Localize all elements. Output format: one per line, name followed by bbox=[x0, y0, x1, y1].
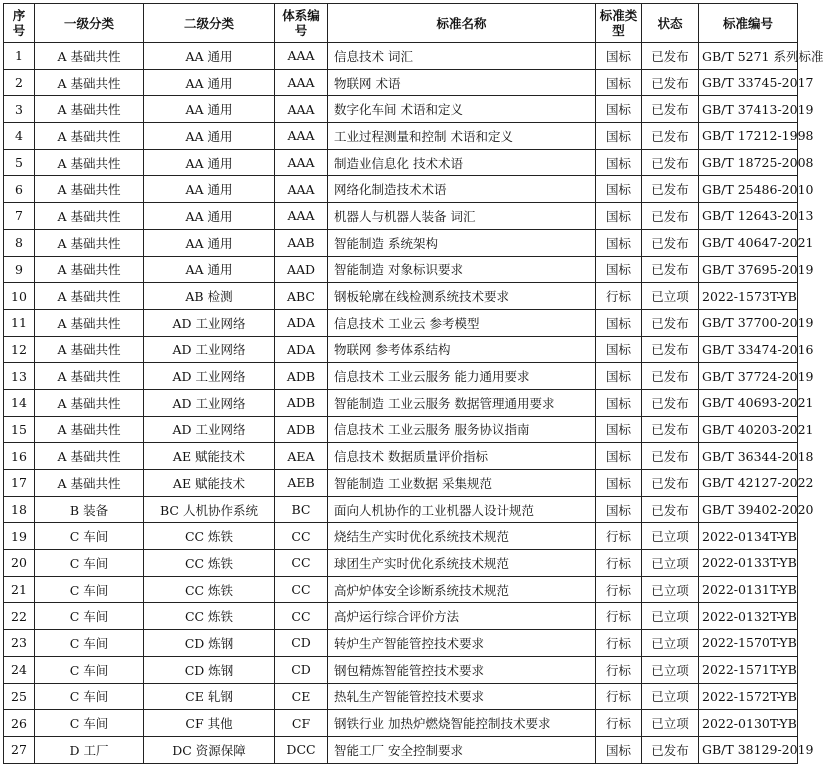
cell-code: CC bbox=[275, 523, 328, 550]
cell-name: 烧结生产实时优化系统技术规范 bbox=[328, 523, 596, 550]
cell-name: 信息技术 工业云服务 能力通用要求 bbox=[328, 363, 596, 390]
cell-number: 2022-0131T-YB bbox=[699, 576, 798, 603]
cell-number: GB/T 37700-2019 bbox=[699, 309, 798, 336]
cell-number: 2022-0132T-YB bbox=[699, 603, 798, 630]
cell-level1: A 基础共性 bbox=[35, 283, 144, 310]
cell-number: GB/T 40203-2021 bbox=[699, 416, 798, 443]
cell-seq: 15 bbox=[4, 416, 35, 443]
cell-level1: C 车间 bbox=[35, 576, 144, 603]
cell-level1: A 基础共性 bbox=[35, 96, 144, 123]
table-row bbox=[4, 256, 798, 283]
cell-code: AAA bbox=[275, 203, 328, 230]
cell-code: DCC bbox=[275, 736, 328, 763]
cell-number: GB/T 37695-2019 bbox=[699, 256, 798, 283]
header-code: 体系编号 bbox=[275, 4, 328, 43]
cell-name: 智能工厂 安全控制要求 bbox=[328, 736, 596, 763]
cell-name: 信息技术 工业云 参考模型 bbox=[328, 309, 596, 336]
cell-level2: AD 工业网络 bbox=[144, 389, 275, 416]
cell-type: 国标 bbox=[596, 736, 642, 763]
cell-number: GB/T 37724-2019 bbox=[699, 363, 798, 390]
cell-level1: C 车间 bbox=[35, 710, 144, 737]
cell-seq: 27 bbox=[4, 736, 35, 763]
cell-seq: 13 bbox=[4, 363, 35, 390]
cell-number: 2022-1573T-YB bbox=[699, 283, 798, 310]
header-row bbox=[4, 4, 798, 43]
cell-status: 已发布 bbox=[642, 203, 699, 230]
cell-code: CF bbox=[275, 710, 328, 737]
cell-level1: A 基础共性 bbox=[35, 363, 144, 390]
cell-level1: A 基础共性 bbox=[35, 470, 144, 497]
cell-seq: 10 bbox=[4, 283, 35, 310]
cell-status: 已立项 bbox=[642, 630, 699, 657]
cell-level2: AA 通用 bbox=[144, 43, 275, 70]
cell-name: 数字化车间 术语和定义 bbox=[328, 96, 596, 123]
cell-number: GB/T 17212-1998 bbox=[699, 123, 798, 150]
cell-type: 国标 bbox=[596, 336, 642, 363]
cell-status: 已发布 bbox=[642, 69, 699, 96]
cell-code: ADA bbox=[275, 309, 328, 336]
cell-type: 行标 bbox=[596, 630, 642, 657]
table-row bbox=[4, 470, 798, 497]
table-row bbox=[4, 710, 798, 737]
cell-seq: 4 bbox=[4, 123, 35, 150]
table-row bbox=[4, 550, 798, 577]
header-level2: 二级分类 bbox=[144, 4, 275, 43]
cell-level2: AA 通用 bbox=[144, 149, 275, 176]
cell-type: 国标 bbox=[596, 229, 642, 256]
cell-status: 已发布 bbox=[642, 736, 699, 763]
cell-level2: CC 炼铁 bbox=[144, 603, 275, 630]
cell-code: CC bbox=[275, 576, 328, 603]
cell-type: 国标 bbox=[596, 443, 642, 470]
header-name: 标准名称 bbox=[328, 4, 596, 43]
cell-level1: C 车间 bbox=[35, 550, 144, 577]
cell-level2: AD 工业网络 bbox=[144, 363, 275, 390]
cell-seq: 20 bbox=[4, 550, 35, 577]
cell-name: 机器人与机器人装备 词汇 bbox=[328, 203, 596, 230]
cell-type: 国标 bbox=[596, 149, 642, 176]
cell-name: 钢铁行业 加热炉燃烧智能控制技术要求 bbox=[328, 710, 596, 737]
table-row bbox=[4, 69, 798, 96]
cell-code: AAA bbox=[275, 123, 328, 150]
cell-code: AAA bbox=[275, 43, 328, 70]
cell-type: 国标 bbox=[596, 69, 642, 96]
cell-type: 国标 bbox=[596, 496, 642, 523]
cell-status: 已发布 bbox=[642, 123, 699, 150]
cell-seq: 16 bbox=[4, 443, 35, 470]
cell-seq: 21 bbox=[4, 576, 35, 603]
cell-seq: 2 bbox=[4, 69, 35, 96]
cell-number: GB/T 18725-2008 bbox=[699, 149, 798, 176]
cell-type: 行标 bbox=[596, 710, 642, 737]
cell-level1: C 车间 bbox=[35, 523, 144, 550]
cell-code: BC bbox=[275, 496, 328, 523]
standards-table bbox=[3, 3, 823, 764]
table-row bbox=[4, 123, 798, 150]
cell-code: AEA bbox=[275, 443, 328, 470]
cell-seq: 26 bbox=[4, 710, 35, 737]
table-body bbox=[4, 43, 823, 764]
cell-name: 智能制造 工业云服务 数据管理通用要求 bbox=[328, 389, 596, 416]
table-row bbox=[4, 283, 798, 310]
cell-code: CD bbox=[275, 656, 328, 683]
cell-code: ADB bbox=[275, 363, 328, 390]
cell-code: CE bbox=[275, 683, 328, 710]
cell-status: 已立项 bbox=[642, 683, 699, 710]
cell-level1: A 基础共性 bbox=[35, 149, 144, 176]
cell-type: 国标 bbox=[596, 96, 642, 123]
cell-status: 已发布 bbox=[642, 229, 699, 256]
cell-number: 2022-0130T-YB bbox=[699, 710, 798, 737]
cell-seq: 3 bbox=[4, 96, 35, 123]
cell-level2: AD 工业网络 bbox=[144, 336, 275, 363]
cell-type: 行标 bbox=[596, 656, 642, 683]
cell-number: GB/T 40647-2021 bbox=[699, 229, 798, 256]
cell-level2: AA 通用 bbox=[144, 203, 275, 230]
table-row bbox=[4, 43, 798, 70]
cell-status: 已发布 bbox=[642, 43, 699, 70]
cell-number: GB/T 5271 系列标准 bbox=[699, 43, 798, 70]
cell-type: 国标 bbox=[596, 363, 642, 390]
table-row bbox=[4, 229, 798, 256]
cell-seq: 19 bbox=[4, 523, 35, 550]
cell-level2: AA 通用 bbox=[144, 176, 275, 203]
cell-name: 物联网 术语 bbox=[328, 69, 596, 96]
cell-level1: A 基础共性 bbox=[35, 176, 144, 203]
header-type: 标准类型 bbox=[596, 4, 642, 43]
cell-level1: C 车间 bbox=[35, 656, 144, 683]
cell-number: GB/T 33745-2017 bbox=[699, 69, 798, 96]
cell-seq: 8 bbox=[4, 229, 35, 256]
cell-type: 国标 bbox=[596, 309, 642, 336]
cell-type: 行标 bbox=[596, 683, 642, 710]
cell-status: 已发布 bbox=[642, 256, 699, 283]
cell-name: 钢包精炼智能管控技术要求 bbox=[328, 656, 596, 683]
cell-status: 已发布 bbox=[642, 443, 699, 470]
cell-name: 高炉运行综合评价方法 bbox=[328, 603, 596, 630]
table-row bbox=[4, 176, 798, 203]
cell-level2: AD 工业网络 bbox=[144, 309, 275, 336]
cell-level2: AB 检测 bbox=[144, 283, 275, 310]
cell-number: 2022-0134T-YB bbox=[699, 523, 798, 550]
cell-code: CC bbox=[275, 550, 328, 577]
cell-type: 行标 bbox=[596, 576, 642, 603]
cell-status: 已发布 bbox=[642, 496, 699, 523]
cell-number: GB/T 37413-2019 bbox=[699, 96, 798, 123]
cell-level1: A 基础共性 bbox=[35, 256, 144, 283]
table-row bbox=[4, 416, 798, 443]
cell-number: 2022-1571T-YB bbox=[699, 656, 798, 683]
cell-level2: DC 资源保障 bbox=[144, 736, 275, 763]
cell-type: 行标 bbox=[596, 523, 642, 550]
cell-level1: A 基础共性 bbox=[35, 43, 144, 70]
cell-status: 已发布 bbox=[642, 96, 699, 123]
cell-type: 行标 bbox=[596, 603, 642, 630]
cell-number: 2022-1572T-YB bbox=[699, 683, 798, 710]
cell-number: GB/T 39402-2020 bbox=[699, 496, 798, 523]
cell-number: GB/T 40693-2021 bbox=[699, 389, 798, 416]
cell-code: ADB bbox=[275, 389, 328, 416]
table-row bbox=[4, 336, 798, 363]
cell-number: 2022-1570T-YB bbox=[699, 630, 798, 657]
cell-type: 国标 bbox=[596, 470, 642, 497]
cell-level1: A 基础共性 bbox=[35, 69, 144, 96]
cell-level2: CD 炼钢 bbox=[144, 630, 275, 657]
cell-type: 国标 bbox=[596, 123, 642, 150]
cell-name: 热轧生产智能管控技术要求 bbox=[328, 683, 596, 710]
cell-type: 国标 bbox=[596, 389, 642, 416]
cell-name: 信息技术 工业云服务 服务协议指南 bbox=[328, 416, 596, 443]
cell-level1: C 车间 bbox=[35, 603, 144, 630]
cell-name: 网络化制造技术术语 bbox=[328, 176, 596, 203]
header-seq: 序号 bbox=[4, 4, 35, 43]
cell-level1: A 基础共性 bbox=[35, 229, 144, 256]
table-row bbox=[4, 389, 798, 416]
cell-number: GB/T 38129-2019 bbox=[699, 736, 798, 763]
cell-seq: 12 bbox=[4, 336, 35, 363]
cell-level2: AA 通用 bbox=[144, 69, 275, 96]
cell-name: 信息技术 数据质量评价指标 bbox=[328, 443, 596, 470]
cell-code: AAA bbox=[275, 96, 328, 123]
table-row bbox=[4, 363, 798, 390]
cell-name: 高炉炉体安全诊断系统技术规范 bbox=[328, 576, 596, 603]
cell-number: GB/T 12643-2013 bbox=[699, 203, 798, 230]
cell-seq: 17 bbox=[4, 470, 35, 497]
cell-seq: 14 bbox=[4, 389, 35, 416]
cell-number: GB/T 25486-2010 bbox=[699, 176, 798, 203]
cell-status: 已发布 bbox=[642, 416, 699, 443]
header-number: 标准编号 bbox=[699, 4, 798, 43]
cell-status: 已立项 bbox=[642, 603, 699, 630]
cell-code: AAB bbox=[275, 229, 328, 256]
cell-name: 制造业信息化 技术术语 bbox=[328, 149, 596, 176]
cell-name: 面向人机协作的工业机器人设计规范 bbox=[328, 496, 596, 523]
cell-code: AAA bbox=[275, 149, 328, 176]
cell-level2: AA 通用 bbox=[144, 123, 275, 150]
table-row bbox=[4, 443, 798, 470]
cell-level2: AA 通用 bbox=[144, 229, 275, 256]
cell-name: 智能制造 工业数据 采集规范 bbox=[328, 470, 596, 497]
cell-level2: CE 轧钢 bbox=[144, 683, 275, 710]
cell-seq: 25 bbox=[4, 683, 35, 710]
cell-level2: CC 炼铁 bbox=[144, 576, 275, 603]
cell-status: 已发布 bbox=[642, 309, 699, 336]
cell-number: GB/T 42127-2022 bbox=[699, 470, 798, 497]
table-row bbox=[4, 630, 798, 657]
cell-code: ADB bbox=[275, 416, 328, 443]
cell-level2: AE 赋能技术 bbox=[144, 443, 275, 470]
cell-number: GB/T 36344-2018 bbox=[699, 443, 798, 470]
cell-status: 已发布 bbox=[642, 336, 699, 363]
cell-code: AAA bbox=[275, 176, 328, 203]
cell-level2: AD 工业网络 bbox=[144, 416, 275, 443]
cell-name: 信息技术 词汇 bbox=[328, 43, 596, 70]
cell-level1: B 装备 bbox=[35, 496, 144, 523]
cell-level2: AA 通用 bbox=[144, 96, 275, 123]
cell-name: 智能制造 系统架构 bbox=[328, 229, 596, 256]
cell-seq: 18 bbox=[4, 496, 35, 523]
cell-name: 智能制造 对象标识要求 bbox=[328, 256, 596, 283]
cell-status: 已发布 bbox=[642, 363, 699, 390]
cell-level2: CF 其他 bbox=[144, 710, 275, 737]
cell-status: 已发布 bbox=[642, 149, 699, 176]
cell-status: 已发布 bbox=[642, 389, 699, 416]
cell-seq: 23 bbox=[4, 630, 35, 657]
cell-code: ADA bbox=[275, 336, 328, 363]
table-row bbox=[4, 656, 798, 683]
table-row bbox=[4, 736, 798, 763]
cell-level1: C 车间 bbox=[35, 630, 144, 657]
cell-level1: D 工厂 bbox=[35, 736, 144, 763]
cell-code: AAD bbox=[275, 256, 328, 283]
cell-level1: A 基础共性 bbox=[35, 416, 144, 443]
cell-seq: 24 bbox=[4, 656, 35, 683]
table-row bbox=[4, 576, 798, 603]
cell-status: 已发布 bbox=[642, 470, 699, 497]
cell-status: 已立项 bbox=[642, 576, 699, 603]
cell-seq: 7 bbox=[4, 203, 35, 230]
cell-level1: A 基础共性 bbox=[35, 123, 144, 150]
cell-level2: CC 炼铁 bbox=[144, 523, 275, 550]
table-row bbox=[4, 203, 798, 230]
cell-type: 行标 bbox=[596, 550, 642, 577]
header-status: 状态 bbox=[642, 4, 699, 43]
cell-level2: AE 赋能技术 bbox=[144, 470, 275, 497]
cell-name: 球团生产实时优化系统技术规范 bbox=[328, 550, 596, 577]
cell-level1: C 车间 bbox=[35, 683, 144, 710]
cell-status: 已立项 bbox=[642, 283, 699, 310]
table-row bbox=[4, 149, 798, 176]
cell-code: CC bbox=[275, 603, 328, 630]
cell-number: GB/T 33474-2016 bbox=[699, 336, 798, 363]
cell-code: CD bbox=[275, 630, 328, 657]
cell-type: 国标 bbox=[596, 203, 642, 230]
cell-code: AAA bbox=[275, 69, 328, 96]
cell-type: 国标 bbox=[596, 416, 642, 443]
cell-level2: CC 炼铁 bbox=[144, 550, 275, 577]
cell-type: 国标 bbox=[596, 176, 642, 203]
cell-level2: AA 通用 bbox=[144, 256, 275, 283]
cell-name: 钢板轮廓在线检测系统技术要求 bbox=[328, 283, 596, 310]
table-row bbox=[4, 96, 798, 123]
cell-code: ABC bbox=[275, 283, 328, 310]
cell-status: 已立项 bbox=[642, 550, 699, 577]
cell-number: 2022-0133T-YB bbox=[699, 550, 798, 577]
cell-name: 物联网 参考体系结构 bbox=[328, 336, 596, 363]
cell-level1: A 基础共性 bbox=[35, 389, 144, 416]
cell-name: 转炉生产智能管控技术要求 bbox=[328, 630, 596, 657]
cell-seq: 22 bbox=[4, 603, 35, 630]
cell-seq: 9 bbox=[4, 256, 35, 283]
cell-seq: 6 bbox=[4, 176, 35, 203]
cell-status: 已立项 bbox=[642, 523, 699, 550]
cell-seq: 11 bbox=[4, 309, 35, 336]
cell-status: 已立项 bbox=[642, 710, 699, 737]
cell-level1: A 基础共性 bbox=[35, 443, 144, 470]
table-row bbox=[4, 523, 798, 550]
table-row bbox=[4, 496, 798, 523]
header-level1: 一级分类 bbox=[35, 4, 144, 43]
cell-type: 行标 bbox=[596, 283, 642, 310]
cell-type: 国标 bbox=[596, 256, 642, 283]
cell-code: AEB bbox=[275, 470, 328, 497]
table-row bbox=[4, 309, 798, 336]
cell-level1: A 基础共性 bbox=[35, 203, 144, 230]
cell-level2: CD 炼钢 bbox=[144, 656, 275, 683]
cell-level1: A 基础共性 bbox=[35, 309, 144, 336]
cell-status: 已立项 bbox=[642, 656, 699, 683]
cell-status: 已发布 bbox=[642, 176, 699, 203]
cell-seq: 5 bbox=[4, 149, 35, 176]
cell-name: 工业过程测量和控制 术语和定义 bbox=[328, 123, 596, 150]
cell-seq: 1 bbox=[4, 43, 35, 70]
cell-level2: BC 人机协作系统 bbox=[144, 496, 275, 523]
table-row bbox=[4, 683, 798, 710]
cell-type: 国标 bbox=[596, 43, 642, 70]
cell-level1: A 基础共性 bbox=[35, 336, 144, 363]
table-row bbox=[4, 603, 798, 630]
